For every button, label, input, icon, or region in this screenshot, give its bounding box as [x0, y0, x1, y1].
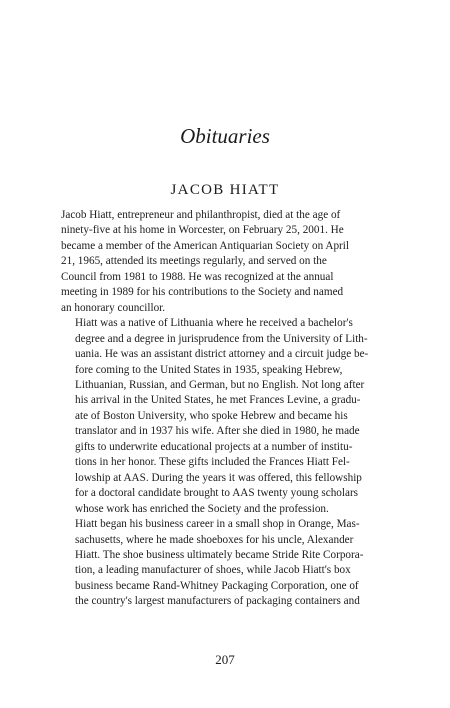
text-line: Hiatt was a native of Lithuania where he received a bachelor's — [75, 317, 353, 330]
obituary-body — [61, 208, 390, 610]
text-line: Hiatt. The shoe business ultimately became Stride Rite Corpora- — [75, 548, 364, 561]
text-line: gifts to underwrite educational projects at a number of institu- — [75, 440, 353, 453]
text-line: Jacob Hiatt, entrepreneur and philanthropist, died at the age of — [61, 209, 341, 221]
text-line: became a member of the American Antiquarian Society on April — [61, 239, 349, 252]
text-line: 21, 1965, attended its meetings regularly, and served on the — [61, 255, 327, 268]
text-line: sachusetts, where he made shoeboxes for his uncle, Alexander — [75, 533, 354, 546]
text-line: an honorary councillor. — [61, 301, 166, 314]
text-line: translator and in 1937 his wife. After she died in 1980, he made — [75, 425, 360, 438]
text-line: for a doctoral candidate brought to AAS twenty young scholars — [75, 487, 359, 500]
section-title: Obituaries — [180, 124, 270, 148]
paragraph — [61, 208, 390, 316]
text-line: lowship at AAS. During the years it was offered, this fellowship — [75, 471, 362, 484]
text-line: the country's largest manufacturers of packaging containers and — [75, 595, 360, 608]
text-line: meeting in 1989 for his contributions to the Society and named — [61, 286, 344, 299]
obituary-name-heading: JACOB HIATT — [170, 182, 280, 198]
page-number: 207 — [215, 652, 235, 667]
text-line: business became Rand-Whitney Packaging Corporation, one of — [75, 579, 359, 592]
paragraph — [61, 517, 390, 610]
text-line: ninety-five at his home in Worcester, on February 25, 2001. He — [61, 224, 344, 237]
text-line: ate of Boston University, who spoke Hebrew and became his — [75, 409, 348, 422]
text-line: Lithuanian, Russian, and German, but no English. Not long after — [75, 378, 365, 391]
paragraph — [61, 316, 390, 517]
text-line: uania. He was an assistant district attorney and a circuit judge be- — [75, 348, 369, 361]
text-line: his arrival in the United States, he met Frances Levine, a gradu- — [75, 394, 361, 407]
text-line: tion, a leading manufacturer of shoes, while Jacob Hiatt's box — [75, 564, 351, 577]
text-line: Hiatt began his business career in a small shop in Orange, Mas- — [75, 518, 360, 531]
text-line: Council from 1981 to 1988. He was recognized at the annual — [61, 270, 334, 283]
text-line: whose work has enriched the Society and the profession. — [75, 502, 329, 515]
text-line: tions in her honor. These gifts included the Frances Hiatt Fel- — [75, 456, 350, 469]
text-line: degree and a degree in jurisprudence from the University of Lith- — [75, 332, 368, 345]
text-line: fore coming to the United States in 1935, speaking Hebrew, — [75, 363, 343, 376]
